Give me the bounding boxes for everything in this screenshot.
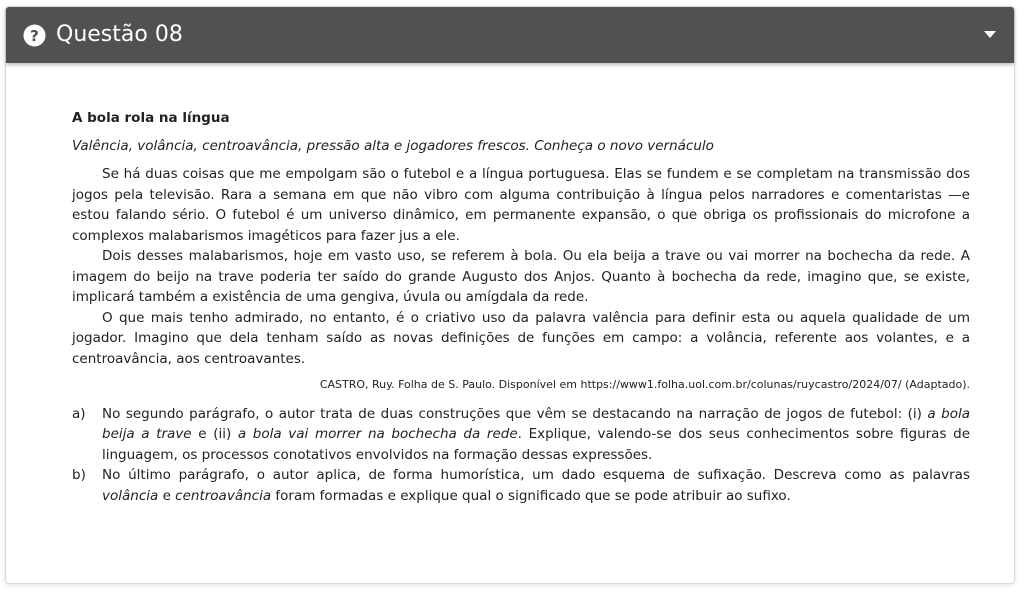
question-b-italic-2: centroavância — [175, 487, 272, 504]
text-heading: A bola rola na língua — [72, 110, 230, 126]
question-a-text-3: . Explique, valendo-se dos seus conhecimentos sobre figuras de linguagem, os processos conotativos envolvidos na formação dessas expressões. — [102, 426, 970, 463]
svg-text:?: ? — [30, 26, 39, 45]
question-a-text-2: e (ii) — [191, 426, 238, 442]
question-item-b — [72, 465, 970, 506]
text-subtitle: Valência, volância, centroavância, pressão alta e jogadores frescos. Conheça o novo vernáculo — [72, 137, 714, 154]
paragraph-2: Dois desses malabarismos, hoje em vasto uso, se referem à bola. Ou ela beija a trave ou vai morrer na bochecha da rede. A imagem do beijo na trave poderia ter saído do grande Augusto dos Anjos. Quanto à bochecha da rede, imagino que, se existe, implicará também a existência de uma gengiva, úvula ou amígdala da rede. — [72, 248, 970, 305]
question-title: Questão 08 — [56, 22, 183, 47]
question-body — [72, 108, 970, 506]
citation: CASTRO, Ruy. Folha de S. Paulo. Disponível em https://www1.folha.uol.com.br/colunas/ruycastro/2024/07/ (Adaptado). — [319, 378, 970, 391]
question-item-a — [72, 404, 970, 466]
question-card — [5, 6, 1015, 584]
question-header[interactable] — [6, 7, 1014, 63]
question-a-italic-2: a bola vai morrer na bochecha da rede — [237, 426, 518, 442]
caret-down-icon[interactable] — [984, 31, 996, 39]
paragraph-1: Se há duas coisas que me empolgam são o futebol e a língua portuguesa. Elas se fundem e se completam na transmissão dos jogos pela televisão. Rara a semana em que não vibro com alguma contribuição à língua pelos narradores e comentaristas —e estou falando sério. O futebol é um universo dinâmico, em permanente expansão, o que obriga os profissionais do microfone a complexos malabarismos imagéticos para fazer jus a ele. — [72, 166, 970, 244]
question-b-text-3: foram formadas e explique qual o significado que se pode atribuir ao sufixo. — [271, 487, 791, 504]
question-b-text-2: e — [158, 487, 176, 504]
question-b-text-1: No último parágrafo, o autor aplica, de forma humorística, um dado esquema de sufixação. Descreva como as palavras — [102, 467, 970, 483]
paragraph-3: O que mais tenho admirado, no entanto, é o criativo uso da palavra valência para definir esta ou aquela qualidade de um jogador. Imagino que dela tenham saído as novas definições de funções em campo: a volância, referente aos volantes, e a centroavância, aos centroavantes. — [72, 309, 970, 367]
question-a-text-1: No segundo parágrafo, o autor trata de duas construções que vêm se destacando na narração de jogos de futebol: (i) — [102, 405, 928, 422]
question-label-b: b) — [72, 467, 86, 483]
question-label-a: a) — [72, 405, 86, 422]
question-circle-icon — [23, 24, 46, 47]
question-b-italic-1: volância — [102, 487, 159, 504]
question-a-italic-1: a bola beija a trave — [102, 405, 970, 442]
